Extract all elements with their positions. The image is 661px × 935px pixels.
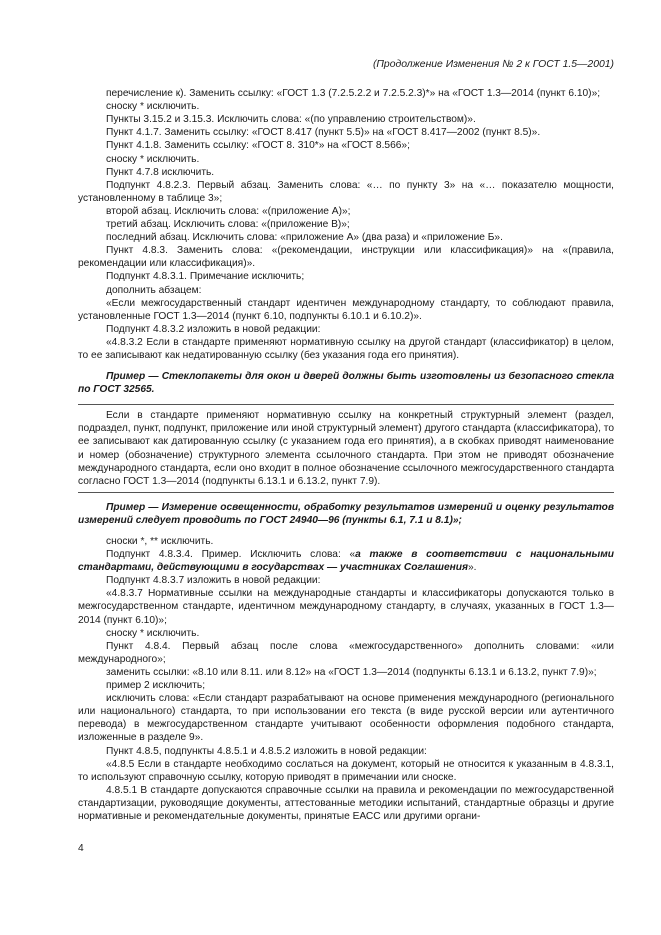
running-header: (Продолжение Изменения № 2 к ГОСТ 1.5—2001): [372, 59, 614, 70]
text-span: ».: [468, 562, 477, 574]
paragraph: Пункты 3.15.2 и 3.15.3. Исключить слова: «(по управлению строительством)».: [106, 114, 476, 126]
paragraph: Подпункт 4.8.3.2 изложить в новой редакции:: [106, 323, 321, 335]
paragraph: Пункт 4.8.3. Заменить слова: «(рекомендации, инструкции или классификация)» на «(правила, рекомендации или классификация)».: [78, 245, 614, 270]
amendment-block-2: [78, 535, 614, 823]
paragraph-with-emphasis: [78, 548, 614, 574]
paragraph: сноску * исключить.: [106, 153, 200, 165]
paragraph: пример 2 исключить;: [106, 680, 206, 692]
emphasis-text: а также в соответствии с национальными стандартами, действующими в государствах — участниках Соглашения: [78, 549, 615, 574]
paragraph: последний абзац. Исключить слова: «приложение А» (два раза) и «приложение Б».: [106, 232, 503, 244]
paragraph: заменить ссылки: «8.10 или 8.11. или 8.12» на «ГОСТ 1.3—2014 (подпункты 6.13.1 и 6.13.2, пункт 7.9)»;: [106, 666, 597, 678]
amendment-block-1: [78, 87, 614, 362]
paragraph: Пункт 4.7.8 исключить.: [106, 166, 215, 178]
paragraph: Подпункт 4.8.2.3. Первый абзац. Заменить слова: «… по пункту 3» на «… показателю мощности, установленному в таблице 3»;: [78, 179, 614, 204]
paragraph: 4.8.5.1 В стандарте допускаются справочные ссылки на правила и рекомендации по межгосударственной стандартизации, руководящие документы, аттестованные методики испытаний, стандартные образцы и другие нормативные и рекомендательные документы, принятые ЕАСС или другими органи-: [78, 784, 614, 822]
paragraph: Подпункт 4.8.3.7 изложить в новой редакции:: [106, 575, 321, 587]
paragraph: Пункт 4.8.4. Первый абзац после слова «межгосударственного» дополнить словами: «или международного»;: [78, 640, 614, 665]
paragraph: Пункт 4.1.7. Заменить ссылку: «ГОСТ 8.417 (пункт 5.5)» на «ГОСТ 8.417—2002 (пункт 8.5)».: [106, 127, 541, 139]
document-page: [78, 58, 614, 823]
paragraph: перечисление к). Заменить ссылку: «ГОСТ 1.3 (7.2.5.2.2 и 7.2.5.2.3)*» на «ГОСТ 1.3—2014 (пункт 6.10)»;: [106, 88, 601, 100]
example-1: Пример — Стеклопакеты для окон и дверей должны быть изготовлены из безопасного стекла по ГОСТ 32565.: [78, 371, 614, 396]
boxed-paragraph: [78, 404, 614, 493]
paragraph: «4.8.5 Если в стандарте необходимо сослаться на документ, который не относится к указанным в 4.8.3.1, то используют справочную ссылку, которую приводят в примечании или сноске.: [78, 758, 614, 783]
paragraph: второй абзац. Исключить слова: «(приложение А)»;: [106, 205, 351, 217]
paragraph: дополнить абзацем:: [106, 284, 202, 296]
paragraph: «4.8.3.2 Если в стандарте применяют нормативную ссылку на другой стандарт (классификатор) в целом, то ее записывают как недатированную ссылку (без указания года его принятия).: [78, 336, 614, 361]
paragraph: сноски *, ** исключить.: [106, 536, 214, 547]
page-number: 4: [78, 843, 84, 854]
text-span: Подпункт 4.8.3.4. Пример. Исключить слова: «: [106, 549, 356, 561]
paragraph: «4.8.3.7 Нормативные ссылки на международные стандарты и классификаторы допускаются только в межгосударственном стандарте, идентичном международному стандарту, в случаях, указанных в ГОСТ 1.3—2014 (пункт 6.10)»;: [78, 588, 614, 626]
paragraph: сноску * исключить.: [106, 627, 200, 639]
example-2: Пример — Измерение освещенности, обработку результатов измерений и оценку результатов измерений следует проводить по ГОСТ 24940—96 (пункты 6.1, 7.1 и 8.1)»;: [78, 501, 614, 526]
paragraph: третий абзац. Исключить слова: «(приложение В)»;: [106, 219, 350, 231]
paragraph: «Если межгосударственный стандарт идентичен международному стандарту, то соблюдают правила, установленные ГОСТ 1.3—2014 (пункт 6.10, подпункты 6.10.1 и 6.10.2)».: [78, 297, 614, 322]
paragraph: Пункт 4.1.8. Заменить ссылку: «ГОСТ 8. 310*» на «ГОСТ 8.566»;: [106, 140, 410, 152]
paragraph: исключить слова: «Если стандарт разрабатывают на основе применения международного (регионального или национального) стандарта, то при использовании его текста (в виде русской версии или аутентичного перевода) в межгосударственном стандарте учитывают особенности оформления подобного стандарта, изложенные в разделе 9».: [78, 693, 614, 744]
paragraph: Подпункт 4.8.3.1. Примечание исключить;: [106, 271, 305, 283]
paragraph: Если в стандарте применяют нормативную ссылку на конкретный структурный элемент (раздел, подраздел, пункт, подпункт, приложение или иной структурный элемент) другого стандарта (классификатора), то ее записывают как датированную ссылку (с указанием года его принятия), а в скобках приводят наименование и номер (обозначение) структурного элемента ссылочного стандарта. При этом не приводят обозначение международного стандарта, если оно входит в полное обозначение ссылочного межгосударственного стандарта согласно ГОСТ 1.3—2014 (подпункты 6.13.1 и 6.13.2, пункт 7.9).: [78, 410, 614, 487]
paragraph: сноску * исключить.: [106, 101, 200, 113]
paragraph: Пункт 4.8.5, подпункты 4.8.5.1 и 4.8.5.2 изложить в новой редакции:: [106, 745, 427, 757]
